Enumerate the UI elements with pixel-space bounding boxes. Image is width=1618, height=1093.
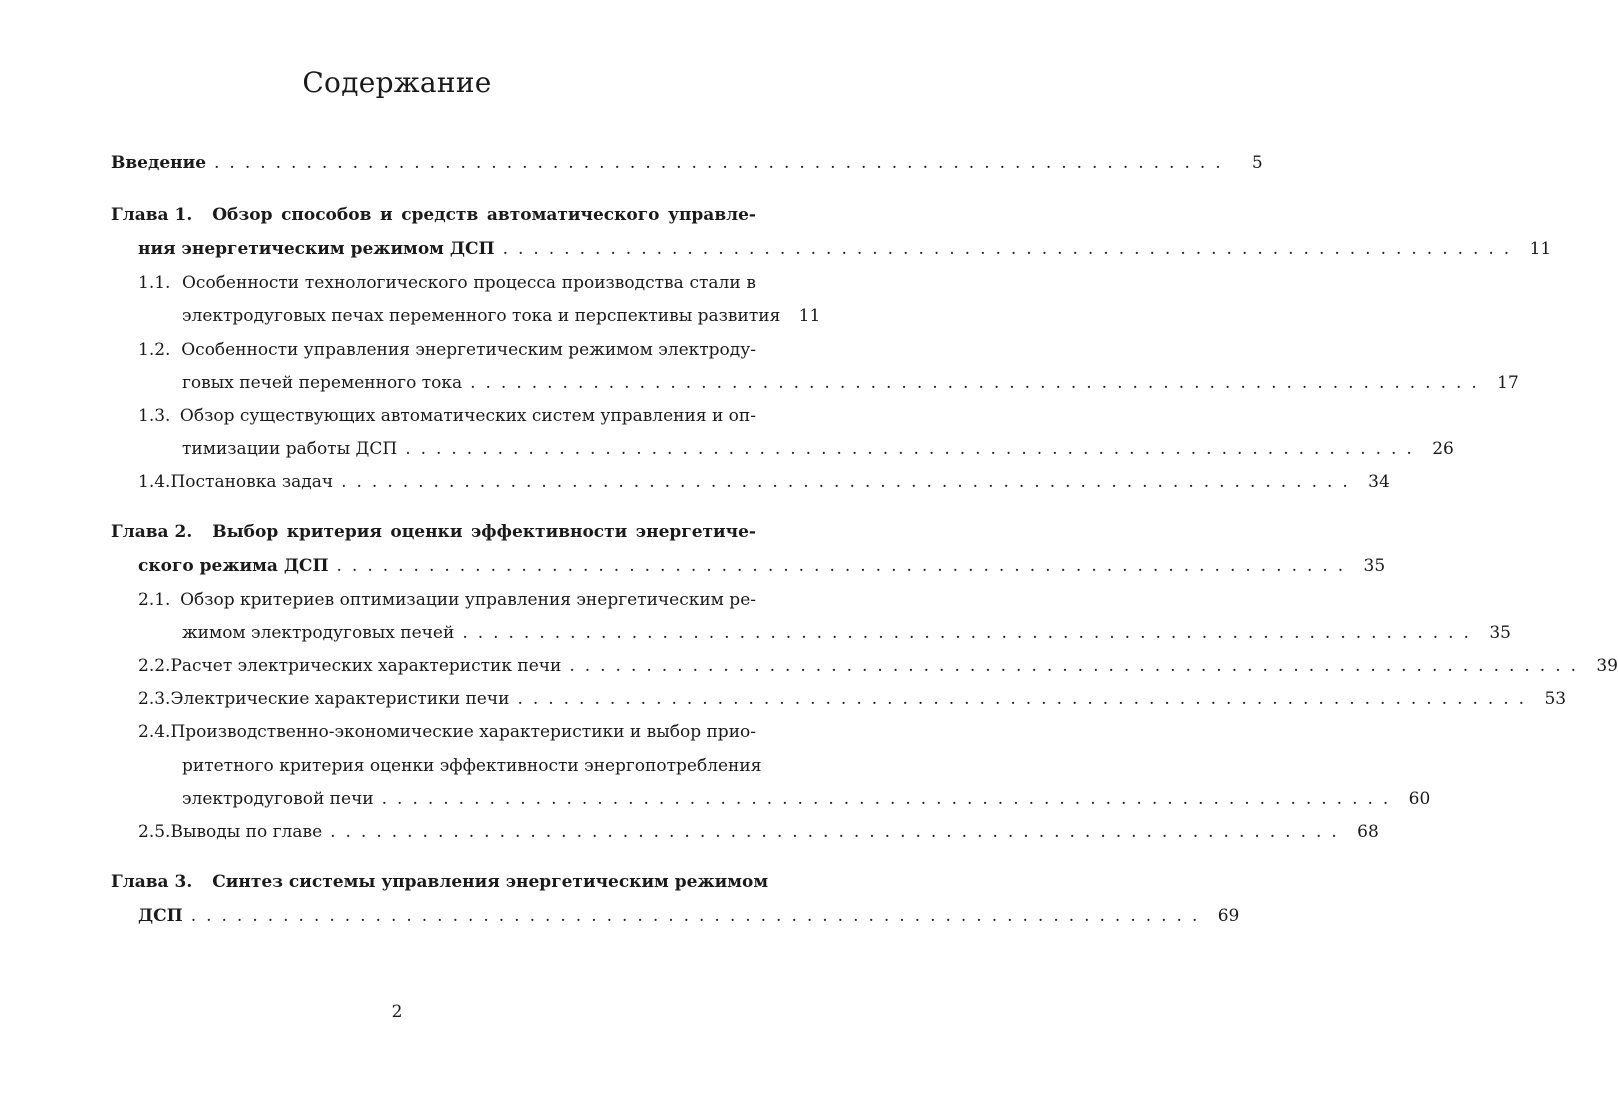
toc-section-2-5[interactable] [138,822,1379,842]
section-title: Особенности управления энергетическим режимом электроду- [181,340,756,360]
leader-dots: .................................................................. [336,556,1354,576]
section-title: Обзор критериев оптимизации управления энергетическим ре- [180,590,756,610]
section-title: электродуговых печах переменного тока и перспективы развития [182,306,781,326]
section-number: 2.5. [138,822,171,842]
leader-dots: .................................................................. [470,373,1487,393]
toc-section-1-3-line1[interactable] [138,406,756,426]
leader-dots: .................................................................. [341,472,1358,492]
leader-dots: .................................................................. [190,906,1208,926]
leader-dots: .................................................................. [502,239,1520,259]
chapter-title: Синтез системы управления энергетическим режимом [212,872,769,892]
chapter-number: Глава 2. [111,522,193,542]
section-title: электродуговой печи [182,789,374,809]
toc-page-number: 11 [798,306,821,326]
toc-section-1-1-line2[interactable] [182,306,821,326]
leader-dots: .................................................................. [569,656,1586,676]
toc-page-number: 5 [1251,153,1263,173]
toc-section-2-1-line2[interactable] [182,623,1511,643]
toc-entry-label: Введение [111,153,207,173]
toc-page-number: 26 [1432,439,1454,459]
section-title: говых печей переменного тока [182,373,463,393]
toc-section-2-4-line1[interactable] [138,722,756,742]
section-title: Расчет электрических характеристик печи [170,656,562,676]
section-title: Обзор существующих автоматических систем управления и оп- [179,406,756,426]
section-number: 1.2. [138,340,171,360]
section-number: 2.4. [138,722,171,742]
toc-page-number: 11 [1529,239,1552,259]
toc-entry-introduction[interactable] [111,153,1263,173]
toc-section-2-4-line2[interactable] [182,756,762,776]
leader-dots: .................................................................. [330,822,1347,842]
page-number-footer: 2 [391,1002,403,1022]
chapter-number: Глава 3. [111,872,193,892]
toc-section-1-2-line2[interactable] [182,373,1519,393]
section-title: Электрические характеристики печи [170,689,510,709]
section-number: 1.1. [138,273,171,293]
toc-chapter-3-title-line2[interactable] [138,906,1240,926]
section-number: 2.3. [138,689,171,709]
section-number: 2.1. [138,590,171,610]
leader-dots: .................................................................. [462,623,1479,643]
toc-chapter-1-title-line2[interactable] [138,239,1552,259]
toc-page-number: 35 [1489,623,1511,643]
toc-chapter-3-title-line1[interactable] [111,872,769,892]
toc-section-1-4[interactable] [138,472,1390,492]
leader-dots: .................................................................. [214,153,1231,173]
toc-section-2-2[interactable] [138,656,1618,676]
toc-section-1-2-line1[interactable] [138,340,756,360]
section-title: жимом электродуговых печей [182,623,455,643]
toc-page-number: 35 [1363,556,1386,576]
section-title: тимизации работы ДСП [182,439,398,459]
toc-section-2-4-line3[interactable] [182,789,1431,809]
toc-section-2-1-line1[interactable] [138,590,756,610]
chapter-title: ского режима ДСП [138,556,329,576]
toc-page-number: 34 [1368,472,1390,492]
section-title: Производственно-экономические характеристики и выбор прио- [170,722,756,742]
chapter-number: Глава 1. [111,205,193,225]
chapter-title: Выбор критерия оценки эффективности энергетиче- [212,522,756,542]
section-title: Постановка задач [170,472,334,492]
toc-section-1-3-line2[interactable] [182,439,1454,459]
toc-section-1-1-line1[interactable] [138,273,756,293]
page-title: Содержание [302,66,492,99]
toc-page-number: 69 [1217,906,1240,926]
toc-section-2-3[interactable] [138,689,1567,709]
toc-page-number: 39 [1596,656,1618,676]
chapter-title: ДСП [138,906,183,926]
section-number: 1.4. [138,472,171,492]
toc-page-number: 68 [1357,822,1379,842]
section-title: Особенности технологического процесса производства стали в [182,273,756,293]
toc-chapter-2-title-line1[interactable] [111,522,756,542]
toc-page-number: 53 [1544,689,1567,709]
section-title: ритетного критерия оценки эффективности энергопотребления [182,756,762,776]
leader-dots: .................................................................. [517,689,1535,709]
section-title: Выводы по главе [170,822,323,842]
toc-chapter-1-title-line1[interactable] [111,205,756,225]
leader-dots: .................................................................. [381,789,1399,809]
toc-page-number: 17 [1497,373,1519,393]
chapter-title: Обзор способов и средств автоматического управле- [212,205,756,225]
leader-dots: .................................................................. [405,439,1422,459]
chapter-title: ния энергетическим режимом ДСП [138,239,495,259]
section-number: 2.2. [138,656,171,676]
toc-chapter-2-title-line2[interactable] [138,556,1386,576]
toc-page-number: 60 [1408,789,1431,809]
section-number: 1.3. [138,406,171,426]
